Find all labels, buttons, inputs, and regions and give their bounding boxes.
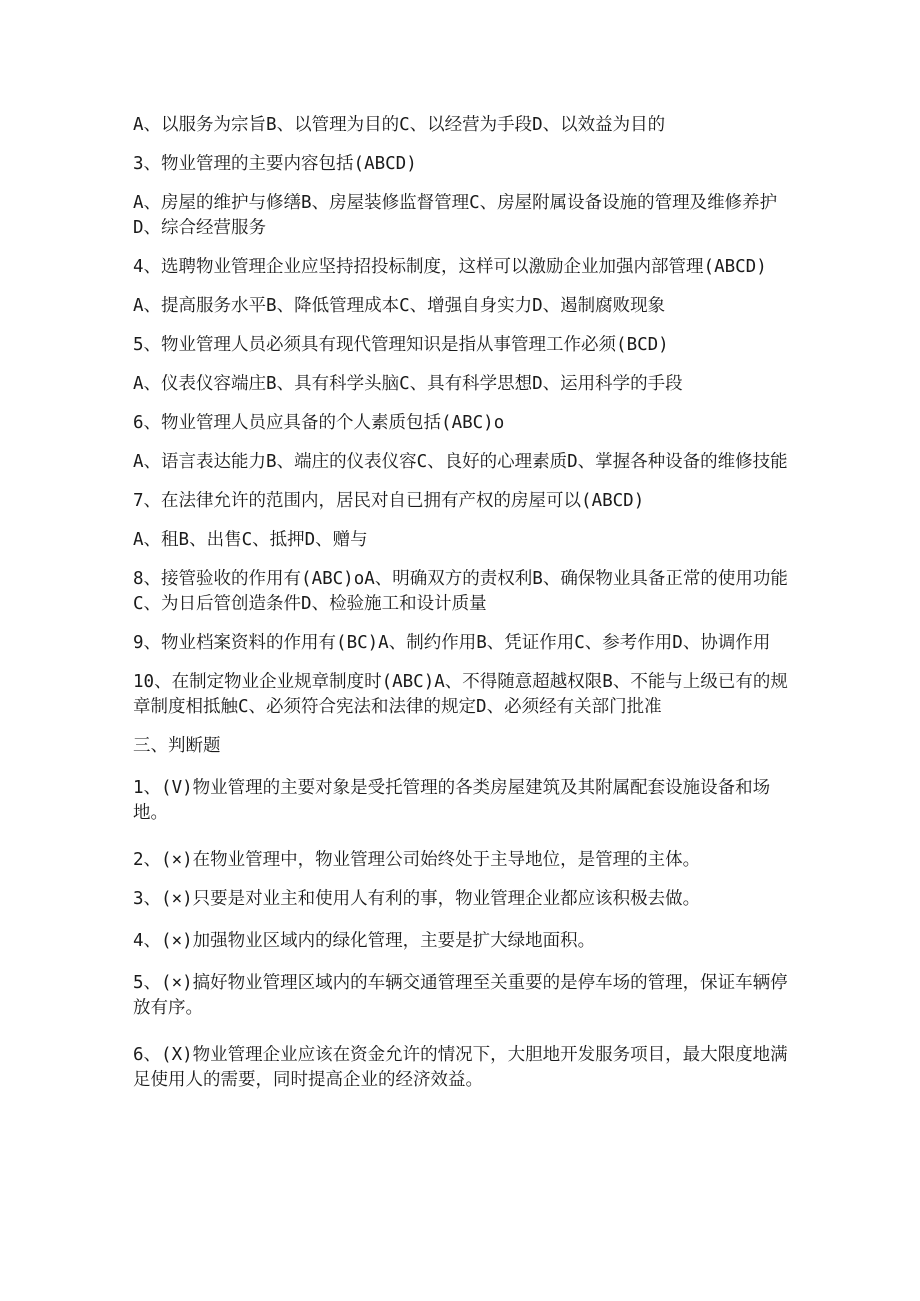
judgment-2: 2、(×)在物业管理中，物业管理公司始终处于主导地位，是管理的主体。 [133,850,701,870]
question-8: 8、接管验收的作用有(ABC)oA、明确双方的责权利B、确保物业具备正常的使用功能C、为日后管创造条件D、检验施工和设计质量 [133,569,788,614]
option-line: A、语言表达能力B、端庄的仪表仪容C、良好的心理素质D、掌握各种设备的维修技能 [133,452,788,472]
judgment-5: 5、(×)搞好物业管理区域内的车辆交通管理至关重要的是停车场的管理，保证车辆停放有序。 [133,973,788,1018]
judgment-1: 1、(V)物业管理的主要对象是受托管理的各类房屋建筑及其附属配套设施设备和场地。 [133,778,771,823]
question-10: 10、在制定物业企业规章制度时(ABC)A、不得随意超越权限B、不能与上级已有的规章制度相抵触C、必须符合宪法和法律的规定D、必须经有关部门批准 [133,672,788,717]
option-line: A、租B、出售C、抵押D、赠与 [133,530,368,550]
question-9: 9、物业档案资料的作用有(BC)A、制约作用B、凭证作用C、参考作用D、协调作用 [133,633,771,653]
judgment-4: 4、(×)加强物业区域内的绿化管理，主要是扩大绿地面积。 [133,931,596,951]
question-5: 5、物业管理人员必须具有现代管理知识是指从事管理工作必须(BCD) [133,335,669,355]
judgment-6: 6、(X)物业管理企业应该在资金允许的情况下，大胆地开发服务项目，最大限度地满足使用人的需要，同时提高企业的经济效益。 [133,1045,788,1090]
option-line: A、提高服务水平B、降低管理成本C、增强自身实力D、遏制腐败现象 [133,296,666,316]
question-7: 7、在法律允许的范围内，居民对自已拥有产权的房屋可以(ABCD) [133,491,645,511]
section-heading: 三、判断题 [133,736,221,756]
question-4: 4、选聘物业管理企业应坚持招投标制度，这样可以激励企业加强内部管理(ABCD) [133,257,767,277]
option-line: A、以服务为宗旨B、以管理为目的C、以经营为手段D、以效益为目的 [133,115,666,135]
document-body [133,113,788,1093]
question-3: 3、物业管理的主要内容包括(ABCD) [133,154,417,174]
option-line: A、房屋的维护与修缮B、房屋装修监督管理C、房屋附属设备设施的管理及维修养护D、综合经营服务 [133,193,778,238]
option-line: A、仪表仪容端庄B、具有科学头脑C、具有科学思想D、运用科学的手段 [133,374,683,394]
question-6: 6、物业管理人员应具备的个人素质包括(ABC)o [133,413,505,433]
judgment-3: 3、(×)只要是对业主和使用人有利的事，物业管理企业都应该积极去做。 [133,889,701,909]
